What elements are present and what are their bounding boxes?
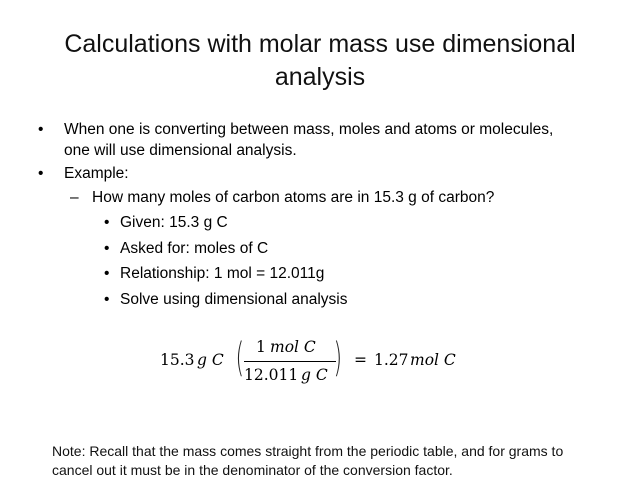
dimensional-analysis-equation — [160, 332, 460, 388]
sub-sub-bullet-text: Asked for: moles of C — [120, 240, 269, 257]
slide-title: Calculations with molar mass use dimensional analysis — [64, 30, 576, 91]
sub-sub-bullet-text: Given: 15.3 g C — [120, 214, 228, 231]
sub-sub-bullet-marker: • — [104, 214, 110, 231]
numerator-value: 1 — [256, 338, 266, 356]
note-line: cancel out it must be in the denominator of the conversion factor. — [52, 462, 453, 478]
bullet-marker: • — [38, 121, 44, 138]
bullet-text: Example: — [64, 165, 129, 182]
right-parenthesis: ) — [333, 335, 343, 381]
sub-sub-bullet-text: Relationship: 1 mol = 12.011g — [120, 265, 325, 282]
result-value: 1.27 — [374, 351, 409, 369]
bullet-text-line: When one is converting between mass, moles and atoms or molecules, — [64, 121, 554, 138]
note-line: Note: Recall that the mass comes straight from the periodic table, and for grams to — [52, 443, 564, 459]
denominator-unit: g C — [301, 366, 328, 384]
equals-sign: = — [354, 351, 367, 369]
sub-bullet-text: How many moles of carbon atoms are in 15.3 g of carbon? — [92, 189, 495, 206]
sub-sub-bullet-marker: • — [104, 291, 110, 308]
numerator-unit: mol C — [270, 338, 316, 356]
sub-sub-bullet-marker: • — [104, 265, 110, 282]
given-value: 15.3 — [160, 351, 195, 369]
bullet-text-line: one will use dimensional analysis. — [64, 142, 297, 159]
footnote — [52, 442, 612, 480]
fraction-bar — [244, 361, 336, 362]
given-unit: g C — [197, 351, 224, 369]
sub-sub-bullet-marker: • — [104, 240, 110, 257]
denominator-value: 12.011 — [244, 366, 299, 384]
sub-bullet-marker: – — [70, 189, 79, 206]
result-unit: mol C — [410, 351, 456, 369]
sub-sub-bullet-text: Solve using dimensional analysis — [120, 291, 348, 308]
bullet-marker: • — [38, 165, 44, 182]
left-parenthesis: ( — [235, 335, 245, 381]
